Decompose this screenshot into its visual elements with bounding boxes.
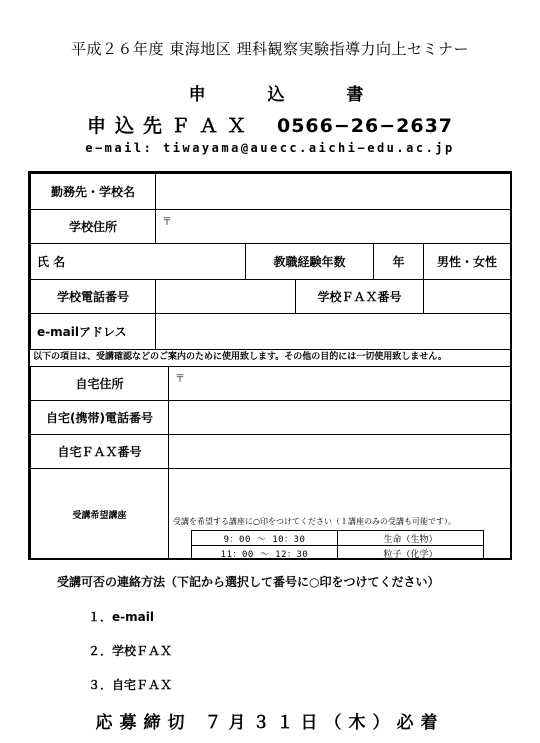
school-phone-label: 学校電話番号 [31, 280, 156, 314]
home-fax-label: 自宅ＦＡＸ番号 [31, 435, 169, 469]
home-address-label: 自宅住所 [31, 367, 169, 401]
seminar-title: 平成２６年度 東海地区 理科観察実験指導力向上セミナー [70, 40, 470, 58]
contact-method-title: 受講可否の連絡方法（下記から選択して番号に○印をつけてください） [57, 575, 440, 589]
school-address-field[interactable] [156, 210, 511, 244]
gender-field[interactable]: 男性・女性 [424, 244, 511, 280]
session-subject[interactable]: 生命（生物） [338, 531, 484, 546]
session-table [191, 530, 484, 560]
school-fax-field[interactable] [424, 280, 511, 314]
course-label: 受講希望講座 [31, 469, 169, 560]
home-fax-field[interactable] [169, 435, 511, 469]
school-fax-label: 学校ＦＡＸ番号 [296, 280, 424, 314]
postal-mark: 〒 [175, 374, 185, 385]
privacy-notice: 以下の項目は、受講確認などのご案内のために使用致します。その他の目的には一切使用致しません。 [33, 352, 447, 362]
course-selection [169, 469, 511, 560]
school-address-label: 学校住所 [31, 210, 156, 244]
session-time: 11：00 〜 12：30 [192, 546, 338, 560]
session-subject[interactable]: 粒子（化学） [338, 546, 484, 560]
session-time: 9：00 〜 10：30 [192, 531, 338, 546]
contact-option-email[interactable]: １．e-mail [88, 610, 154, 624]
session-row[interactable] [192, 546, 484, 560]
form-heading: 申 込 書 [188, 85, 392, 105]
fax-number: 0566−26−2637 [276, 115, 454, 137]
school-info-table [30, 173, 511, 350]
name-label: 氏 名 [37, 255, 66, 269]
workplace-field[interactable] [156, 174, 511, 210]
postal-mark: 〒 [162, 217, 172, 228]
email-label: e-mailアドレス [31, 314, 156, 350]
home-phone-label: 自宅(携帯)電話番号 [31, 401, 169, 435]
deadline: 応募締切 ７月３１日（木）必着 [95, 713, 445, 733]
home-phone-field[interactable] [169, 401, 511, 435]
contact-email: e−mail: tiwayama@auecc.aichi−edu.ac.jp [85, 141, 455, 155]
email-field[interactable] [156, 314, 511, 350]
course-instruction: 受講を希望する講座に○印をつけてください（１講座のみの受講も可能です）。 [173, 517, 456, 526]
contact-option-home-fax[interactable]: ３．自宅ＦＡＸ [88, 678, 173, 692]
workplace-label: 勤務先・学校名 [31, 174, 156, 210]
home-info-table [30, 366, 511, 560]
fax-line [0, 111, 540, 138]
experience-label: 教職経験年数 [246, 244, 374, 280]
name-cell[interactable] [31, 244, 246, 280]
contact-option-school-fax[interactable]: ２．学校ＦＡＸ [88, 644, 173, 658]
school-phone-field[interactable] [156, 280, 296, 314]
application-form [28, 171, 512, 560]
fax-label: 申込先ＦＡＸ [86, 115, 255, 137]
year-unit: 年 [392, 255, 405, 269]
session-row[interactable] [192, 531, 484, 546]
years-field[interactable] [374, 244, 424, 280]
home-address-field[interactable] [169, 367, 511, 401]
